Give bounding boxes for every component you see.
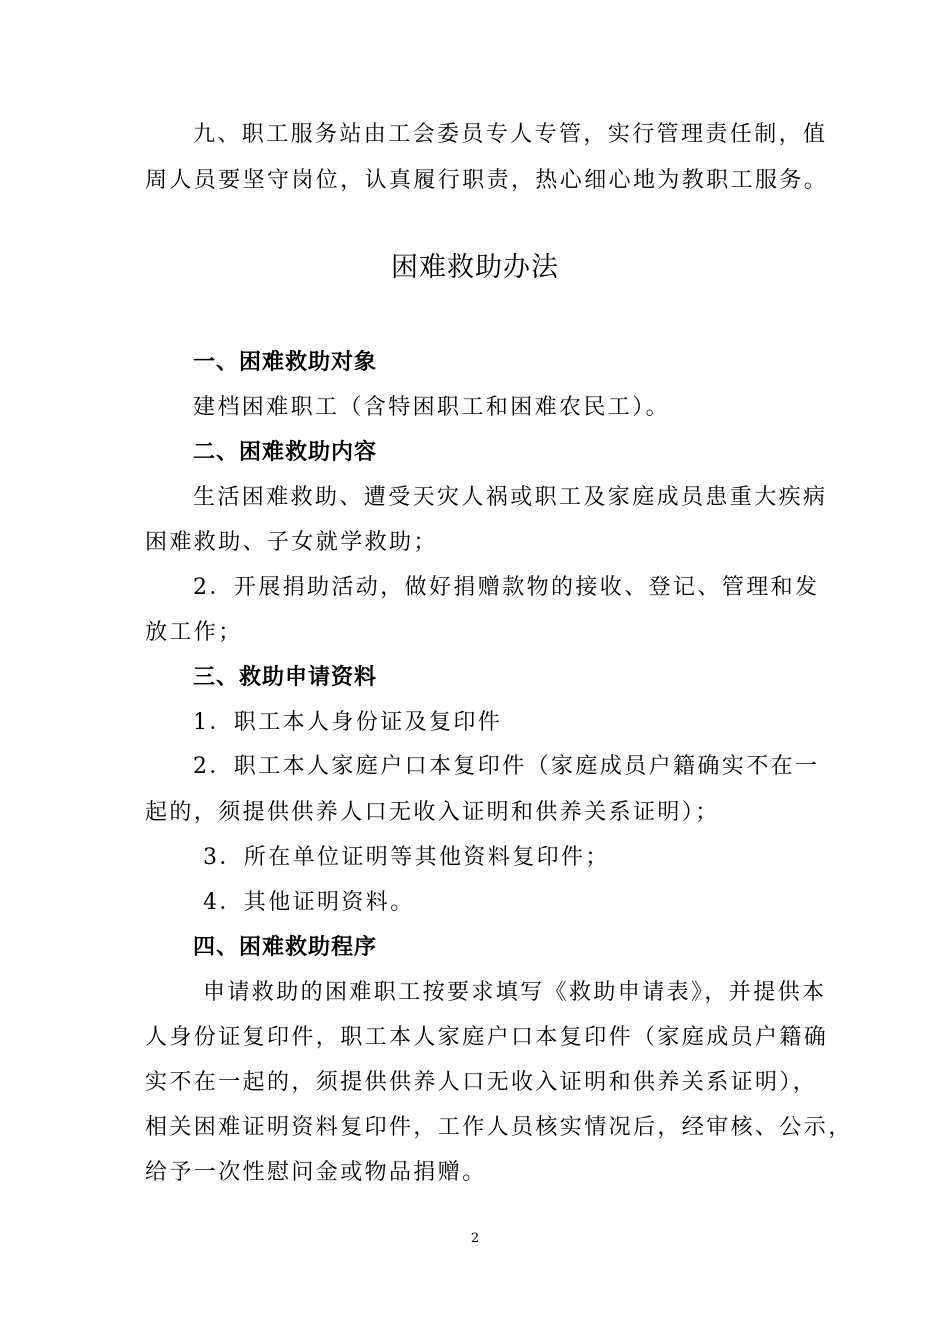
section-2-item-1-line-1: 生活困难救助、遭受天灾人祸或职工及家庭成员患重大疾病 [193,485,828,510]
section-1-text: 建档困难职工（含特困职工和困难农民工）。 [193,395,671,420]
section-2-item-2-line-1: 2．开展捐助活动，做好捐赠款物的接收、登记、管理和发 [193,575,820,600]
section-4-line-5: 给予一次性慰问金或物品捐赠。 [145,1160,487,1185]
section-4-heading: 四、困难救助程序 [193,935,378,960]
section-3-heading: 三、救助申请资料 [193,665,378,690]
section-4-line-1: 申请救助的困难职工按要求填写《救助申请表》，并提供本 [203,980,827,1005]
document-title: 困难救助办法 [391,252,559,283]
section-3-item-4: 4．其他证明资料。 [203,890,415,915]
section-3-item-2-line-1: 2．职工本人家庭户口本复印件（家庭成员户籍确实不在一 [193,754,820,779]
section-3-item-3: 3．所在单位证明等其他资料复印件； [203,845,610,870]
section-2-item-1-line-2: 困难救助、子女就学救助； [145,530,438,555]
section-4-line-2: 人身份证复印件，职工本人家庭户口本复印件（家庭成员户籍确 [145,1025,829,1050]
section-4-line-3: 实不在一起的，须提供供养人口无收入证明和供养关系证明）， [145,1070,818,1095]
section-3-item-1: 1．职工本人身份证及复印件 [193,710,503,735]
section-2-item-2-line-2: 放工作； [145,620,243,645]
section-1-heading: 一、困难救助对象 [193,350,378,375]
page-number: 2 [470,1231,480,1246]
section-4-line-4: 相关困难证明资料复印件，工作人员核实情况后，经审核、公示， [145,1115,853,1140]
section-3-item-2-line-2: 起的，须提供供养人口无收入证明和供养关系证明）； [145,800,720,825]
intro-paragraph-line-2: 周人员要坚守岗位，认真履行职责，热心细心地为教职工服务。 [145,168,829,193]
section-2-heading: 二、困难救助内容 [193,440,378,465]
intro-paragraph-line-1: 九、职工服务站由工会委员专人专管，实行管理责任制，值 [193,122,828,147]
